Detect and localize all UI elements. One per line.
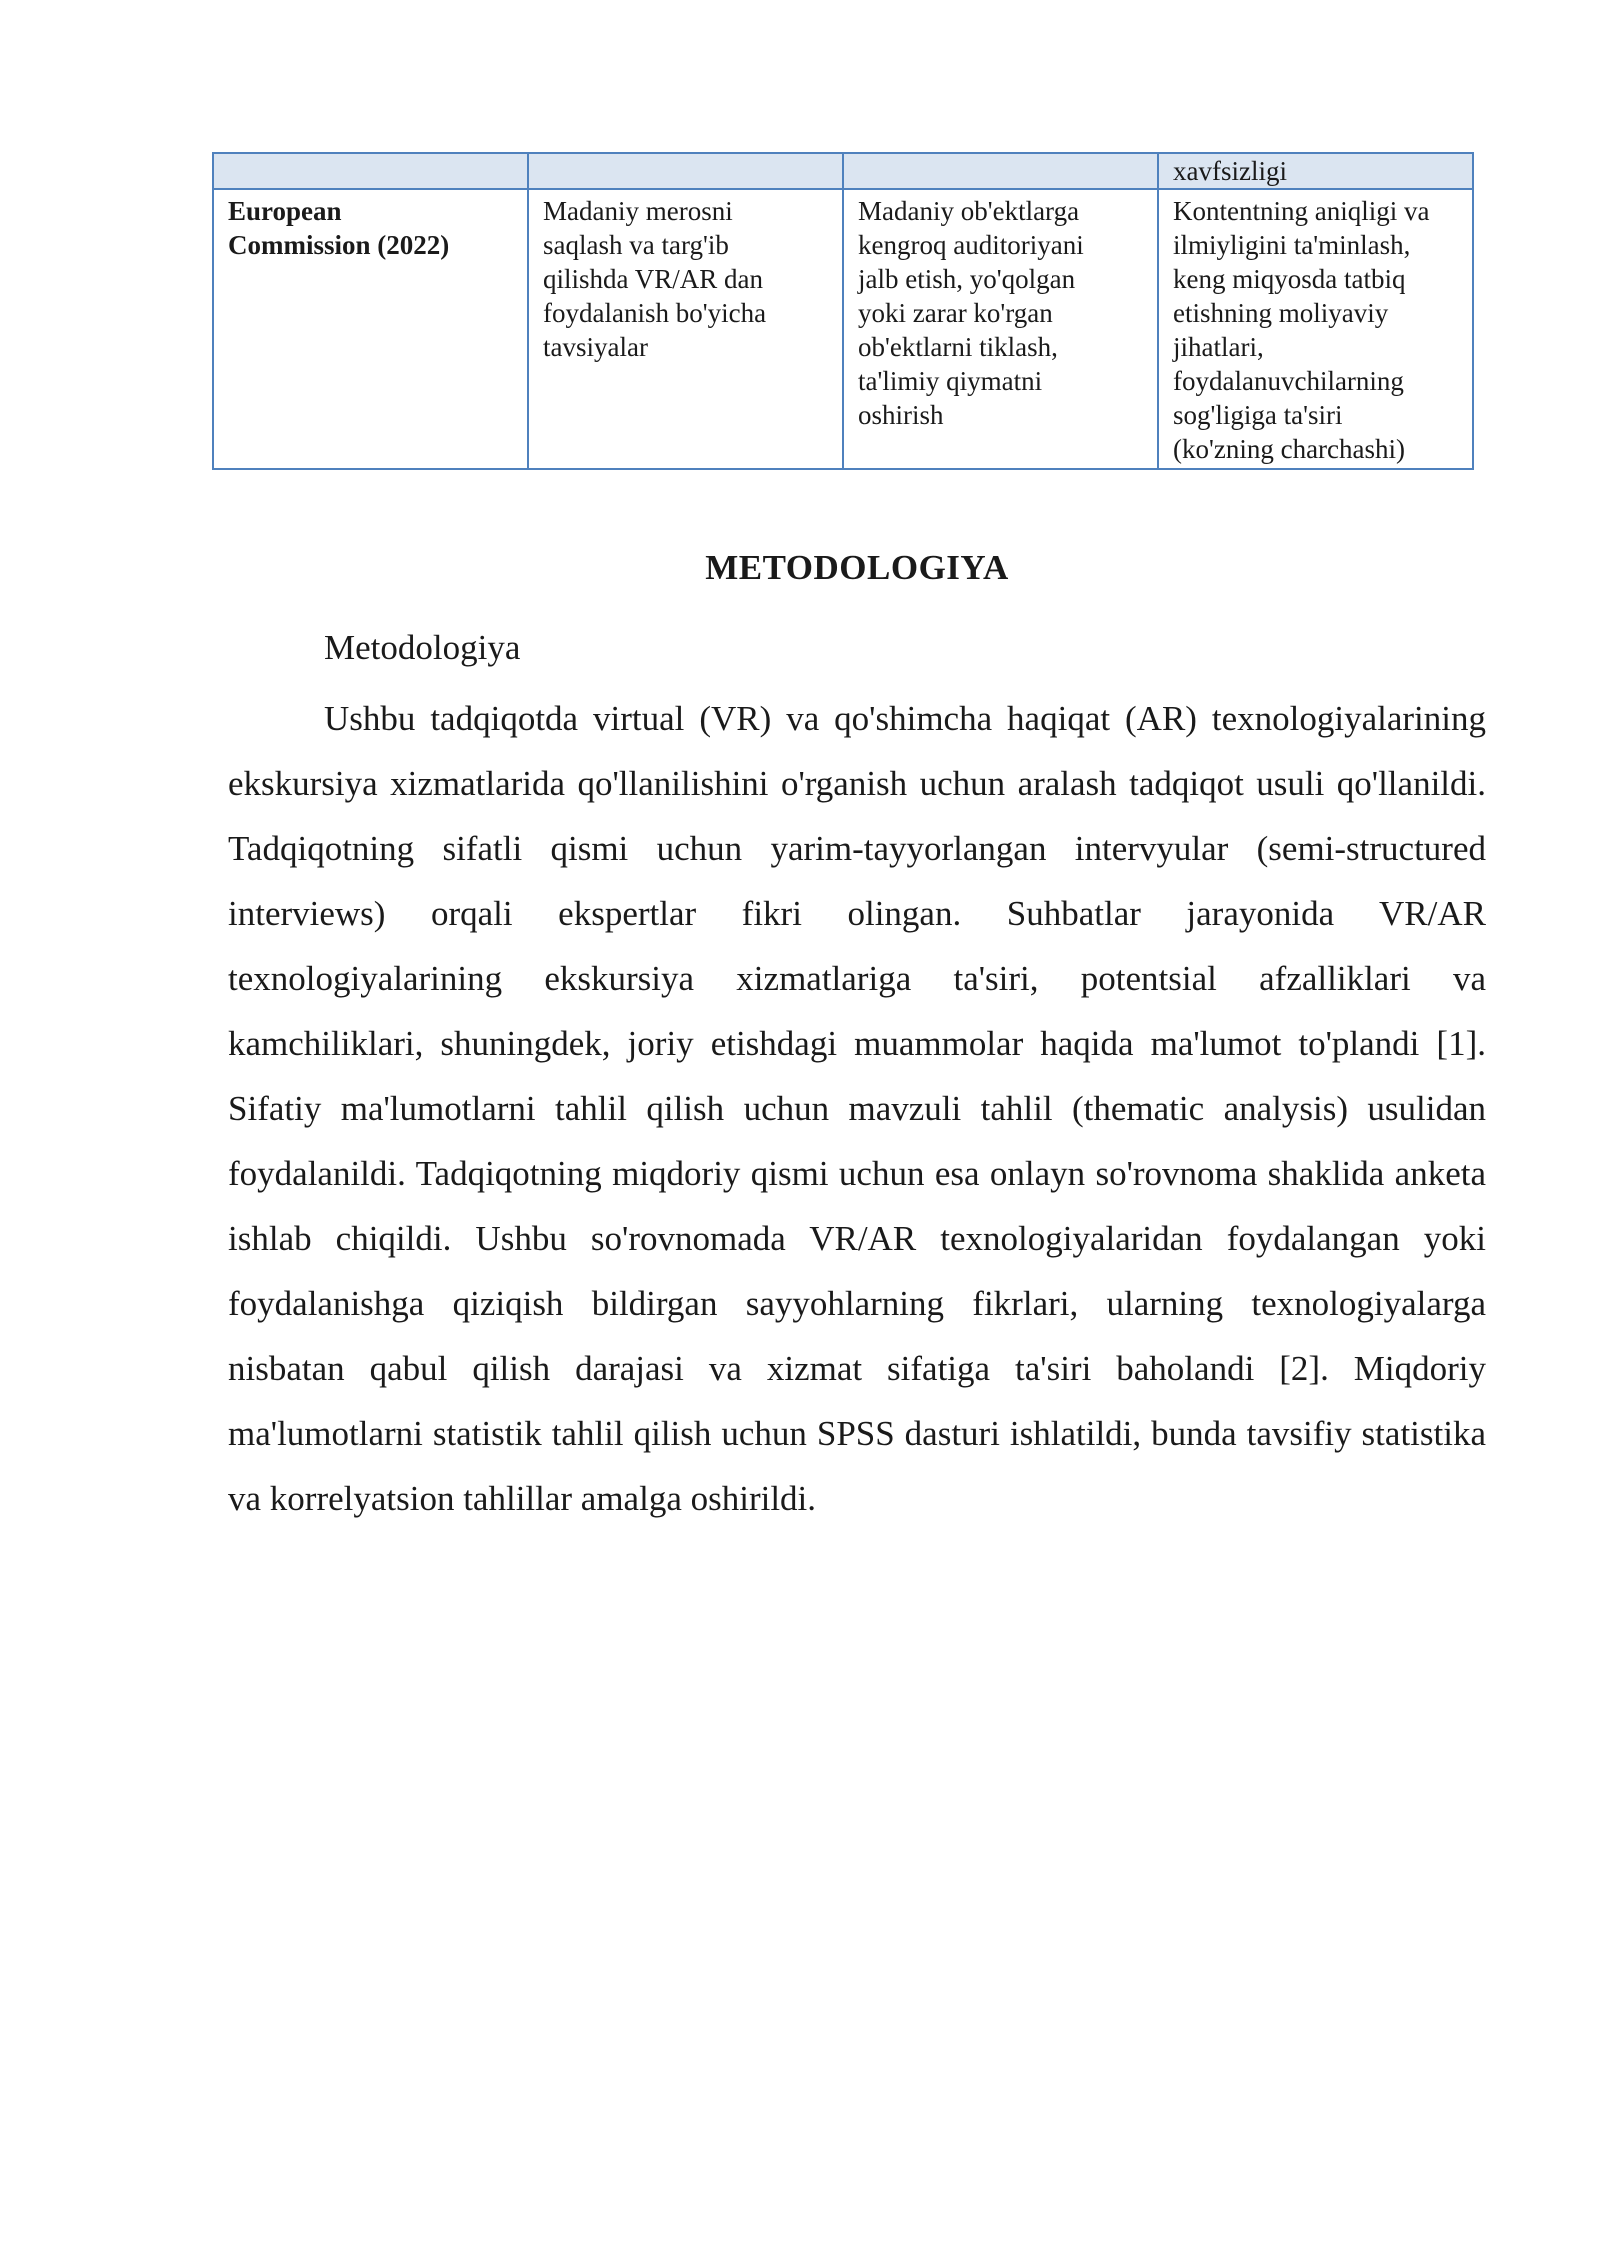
cell-line: foydalanuvchilarning bbox=[1173, 366, 1404, 396]
table-cell: xavfsizligi bbox=[1158, 153, 1473, 189]
cell-line: sog'ligiga ta'siri bbox=[1173, 400, 1343, 430]
cell-line: ob'ektlarni tiklash, bbox=[858, 332, 1058, 362]
cell-line: Commission (2022) bbox=[228, 230, 450, 260]
cell-line: kengroq auditoriyani bbox=[858, 230, 1084, 260]
cell-line: oshirish bbox=[858, 400, 944, 430]
cell-line: Kontentning aniqligi va bbox=[1173, 196, 1430, 226]
table-cell-description bbox=[528, 189, 843, 469]
cell-line: yoki zarar ko'rgan bbox=[858, 298, 1053, 328]
comparison-table bbox=[212, 152, 1474, 470]
cell-line: foydalanish bo'yicha bbox=[543, 298, 767, 328]
table-cell-benefits bbox=[843, 189, 1158, 469]
table-cell bbox=[843, 153, 1158, 189]
body-paragraph: Ushbu tadqiqotda virtual (VR) va qo'shimcha haqiqat (AR) texnologiyalarining ekskursiya xizmatlarida qo'llanilishini o'rganish uchun aralash tadqiqot usuli qo'llanildi. Tadqiqotning sifatli qismi uchun yarim-tayyorlangan intervyular (semi-structured interviews) orqali ekspertlar fikri olingan. Suhbatlar jarayonida VR/AR texnologiyalarining ekskursiya xizmatlariga ta'siri, potentsial afzalliklari va kamchiliklari, shuningdek, joriy etishdagi muammolar haqida ma'lumot to'plandi [1]. Sifatiy ma'lumotlarni tahlil qilish uchun mavzuli tahlil (thematic analysis) usulidan foydalanildi. Tadqiqotning miqdoriy qismi uchun esa onlayn so'rovnoma shaklida anketa ishlab chiqildi. Ushbu so'rovnomada VR/AR texnologiyalaridan foydalangan yoki foydalanishga qiziqish bildirgan sayyohlarning fikrlari, ularning texnologiyalarga nisbatan qabul qilish darajasi va xizmat sifatiga ta'siri baholandi [2]. Miqdoriy ma'lumotlarni statistik tahlil qilish uchun SPSS dasturi ishlatildi, bunda tavsifiy statistika va korrelyatsion tahlillar amalga oshirildi. bbox=[228, 699, 1486, 1518]
section-heading: METODOLOGIYA bbox=[705, 548, 1009, 587]
cell-line: qilishda VR/AR dan bbox=[543, 264, 764, 294]
cell-line: keng miqyosda tatbiq bbox=[1173, 264, 1406, 294]
section-subheading: Metodologiya bbox=[324, 628, 521, 667]
table-cell-source bbox=[213, 189, 528, 469]
cell-line: Madaniy ob'ektlarga bbox=[858, 196, 1080, 226]
cell-line: jihatlari, bbox=[1173, 332, 1264, 362]
cell-line: European bbox=[228, 196, 342, 226]
table-cell bbox=[213, 153, 528, 189]
table-cell-challenges bbox=[1158, 189, 1473, 469]
cell-line: etishning moliyaviy bbox=[1173, 298, 1389, 328]
cell-line: ta'limiy qiymatni bbox=[858, 366, 1043, 396]
table-cell bbox=[528, 153, 843, 189]
cell-line: saqlash va targ'ib bbox=[543, 230, 729, 260]
table-row bbox=[213, 189, 1473, 469]
cell-line: tavsiyalar bbox=[543, 332, 648, 362]
cell-line: ilmiyligini ta'minlash, bbox=[1173, 230, 1411, 260]
table-continuation-row bbox=[213, 153, 1473, 189]
cell-line: Madaniy merosni bbox=[543, 196, 733, 226]
cell-line: jalb etish, yo'qolgan bbox=[858, 264, 1076, 294]
cell-line: (ko'zning charchashi) bbox=[1173, 434, 1406, 464]
